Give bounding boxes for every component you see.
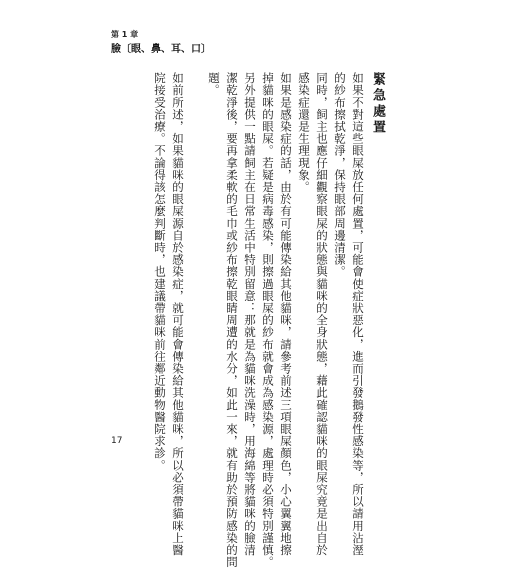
chapter-title: 臉〔眼、鼻、耳、口〕: [111, 44, 211, 55]
text-column: 掉貓咪的眼屎。若疑是病毒感染，則擦過眼屎的紗布就會成為感染源，處理時必須特別謹慎。: [261, 72, 275, 568]
text-column: 院接受治療。不論得該怎麼判斷時，也建議帶貓咪前往鄰近動物醫院求診。: [153, 72, 167, 472]
page-number: 17: [111, 436, 123, 446]
section-heading: 緊急處置: [370, 72, 385, 136]
text-column: 同時，飼主也應仔細觀察眼屎的狀態與貓咪的全身狀態，藉此確認貓咪的眼屎究竟是出自於: [315, 72, 329, 556]
text-column: 如果是感染症的話，由於有可能傳染給其他貓咪，請參考前述三項眼屎顏色，小心翼翼地擦: [279, 72, 293, 556]
text-column: 另外提供一點請飼主在日常生活中特別留意：那就是為貓咪洗澡時，用海綿等將貓咪的臉清: [243, 72, 257, 556]
text-column: 題。: [207, 72, 221, 97]
text-column: 如前所述，如果貓咪的眼屎源自於感染症，就可能會傳染給其他貓咪，所以必須帶貓咪上醫: [171, 72, 185, 556]
text-column: 的紗布擦拭乾淨，保持眼部周邊清潔。: [333, 72, 347, 278]
text-column: 如果不對這些眼屎放任何處置，可能會使症狀惡化，進而引發鵝發性感染等，所以請用沾溼: [351, 72, 365, 556]
chapter-label: 第 1 章: [111, 30, 139, 39]
text-column: 潔乾淨後，要再拿柔軟的毛巾或紗布擦乾眼睛周遭的水分，如此一來，就有助於預防感染的問: [225, 72, 239, 568]
text-column: 感染症還是生理現象。: [297, 72, 311, 193]
